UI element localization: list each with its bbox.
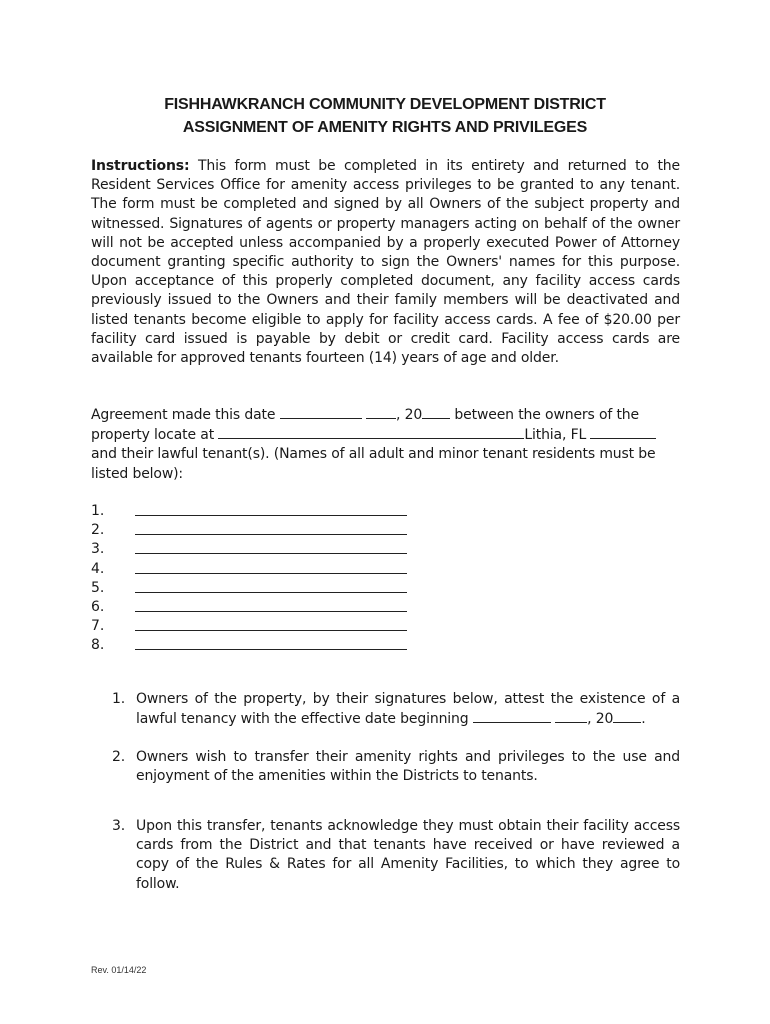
- clause-3: [112, 817, 680, 894]
- clause-1: [112, 690, 680, 729]
- zip-blank[interactable]: [590, 425, 656, 439]
- tenant-name-line[interactable]: [135, 649, 407, 650]
- tenant-name-line[interactable]: [135, 534, 407, 535]
- tenant-number: 7.: [91, 618, 105, 635]
- agreement-date-blank[interactable]: [280, 405, 362, 419]
- instructions-text: This form must be completed in its entirety and returned to the Resident Services Office for amenity access privileges to be granted to any tenant. The form must be completed and signed by all Owners of the subject property and witnessed. Signatures of agents or property managers acting on behalf of the owner will not be accepted unless accompanied by a properly executed Power of Attorney document granting specific authority to sign the Owners' names for this purpose. Upon acceptance of this properly completed document, any facility access cards previously issued to the Owners and their family members will be deactivated and listed tenants become eligible to apply for facility access cards. A fee of $20.00 per facility card issued is payable by debit or credit card. Facility access cards are available for approved tenants fourteen (14) years of age and older.: [91, 158, 680, 367]
- tenant-number: 6.: [91, 598, 105, 615]
- effective-day-blank[interactable]: [555, 709, 587, 723]
- document-title: FISHHAWKRANCH COMMUNITY DEVELOPMENT DISTRICT: [164, 96, 606, 113]
- document-subtitle: ASSIGNMENT OF AMENITY RIGHTS AND PRIVILEGES: [182, 119, 588, 136]
- clause-1-text: Owners of the property, by their signatures below, attest the existence of a lawful tenancy with the effective date beginning: [136, 691, 680, 728]
- effective-date-blank[interactable]: [473, 709, 551, 723]
- effective-year-blank[interactable]: [613, 709, 641, 723]
- clause-number: 1.: [112, 691, 126, 707]
- clause-1-period: .: [641, 711, 646, 728]
- tenant-number: 8.: [91, 637, 105, 654]
- agreement-text-4: and their lawful tenant(s). (Names of all adult and minor tenant residents must be listed below):: [91, 446, 656, 482]
- tenant-name-line[interactable]: [135, 630, 407, 631]
- agreement-text-3: between the owners of the property locate at: [91, 407, 639, 444]
- tenant-list: [91, 502, 421, 656]
- tenant-number: 4.: [91, 560, 105, 577]
- tenant-row: [91, 636, 421, 655]
- clause-number: 3.: [112, 818, 126, 834]
- tenant-name-line[interactable]: [135, 592, 407, 593]
- tenant-row: [91, 521, 421, 540]
- tenant-name-line[interactable]: [135, 553, 407, 554]
- tenant-row: [91, 617, 421, 636]
- clause-3-text: Upon this transfer, tenants acknowledge they must obtain their facility access cards from the District and that tenants have received or have reviewed a copy of the Rules & Rates for all Amenity Facilities, to which they agree to follow.: [136, 818, 680, 892]
- instructions-label: Instructions:: [91, 158, 190, 174]
- clause-2-text: Owners wish to transfer their amenity rights and privileges to the use and enjoyment of the amenities within the Districts to tenants.: [136, 749, 680, 785]
- tenant-row: [91, 502, 421, 521]
- clause-1-year-prefix: 20: [595, 711, 614, 728]
- agreement-year-prefix: 20: [404, 407, 423, 423]
- clause-1-comma: ,: [587, 711, 592, 728]
- agreement-paragraph: [91, 405, 680, 484]
- clause-2: [112, 748, 680, 786]
- tenant-row: [91, 560, 421, 579]
- tenant-row: [91, 598, 421, 617]
- agreement-text-2: ,: [395, 407, 401, 423]
- agreement-text-1: Agreement made this date: [91, 407, 276, 423]
- instructions-paragraph: [91, 157, 680, 368]
- tenant-number: 3.: [91, 541, 105, 558]
- agreement-day-blank[interactable]: [366, 405, 396, 419]
- agreement-year-blank[interactable]: [422, 405, 450, 419]
- tenant-name-line[interactable]: [135, 573, 407, 574]
- tenant-row: [91, 540, 421, 559]
- tenant-number: 5.: [91, 579, 105, 596]
- agreement-city: Lithia, FL: [524, 427, 587, 444]
- revision-footer: Rev. 01/14/22: [91, 965, 147, 975]
- property-address-blank[interactable]: [218, 425, 524, 439]
- tenant-number: 1.: [91, 503, 105, 519]
- tenant-row: [91, 579, 421, 598]
- clause-number: 2.: [112, 749, 126, 765]
- tenant-number: 2.: [91, 522, 105, 539]
- tenant-name-line[interactable]: [135, 515, 407, 516]
- tenant-name-line[interactable]: [135, 611, 407, 612]
